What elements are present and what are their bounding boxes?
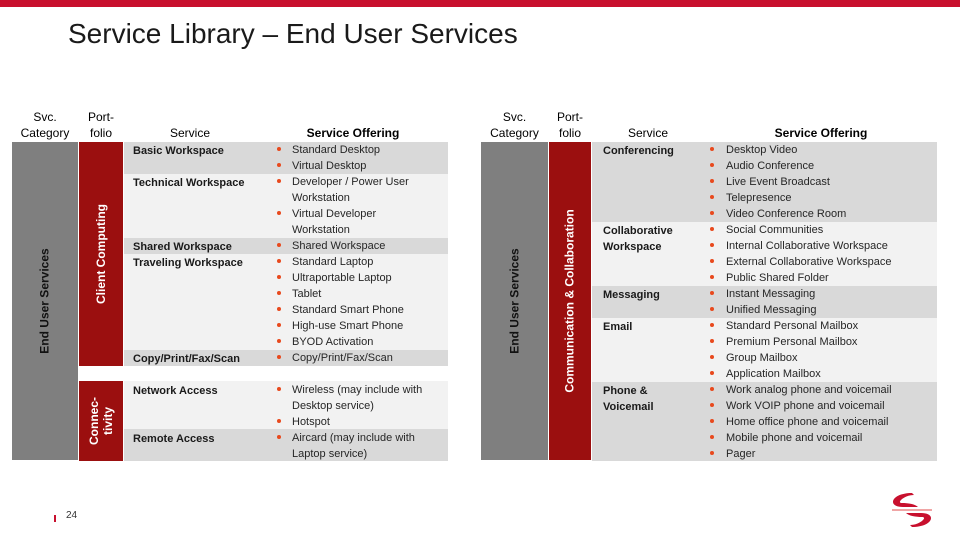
header-line: Port- [87, 110, 114, 124]
offering-item: High-use Smart Phone [292, 320, 404, 332]
offering-item: Developer / Power User [292, 176, 409, 188]
portfolio-label-line: tivity [101, 407, 115, 436]
bullet-icon [710, 227, 714, 231]
service-name [603, 223, 673, 255]
offering-item: Standard Smart Phone [292, 304, 404, 316]
offering-item: Virtual Developer [292, 208, 377, 220]
service-name: Technical Workspace [133, 177, 245, 189]
service-name: Traveling Workspace [133, 257, 243, 269]
offering-item: Aircard (may include with [292, 432, 415, 444]
offering-item: Instant Messaging [726, 288, 816, 300]
offering-item: Standard Desktop [292, 144, 381, 156]
right-category-cell [481, 142, 548, 460]
bullet-icon [277, 323, 281, 327]
service-name: Conferencing [603, 145, 674, 157]
bullet-icon [277, 147, 281, 151]
offering-item: Ultraportable Laptop [292, 272, 392, 284]
offering-item: Wireless (may include with [292, 384, 423, 396]
right-header-portfolio [549, 109, 591, 141]
bullet-icon [277, 275, 281, 279]
header-line: folio [89, 126, 112, 140]
bullet-icon [277, 211, 281, 215]
service-name: Email [603, 321, 633, 333]
offering-item: Telepresence [726, 192, 792, 204]
offering-item: External Collaborative Workspace [726, 256, 892, 268]
offering-item: Unified Messaging [726, 304, 817, 316]
bullet-icon [710, 147, 714, 151]
portfolio-label-client-computing: Client Computing [94, 204, 109, 304]
bullet-icon [277, 307, 281, 311]
offering-item: Standard Personal Mailbox [726, 320, 859, 332]
bullet-icon [710, 403, 714, 407]
header-line: folio [558, 126, 581, 140]
header-line: Port- [556, 110, 583, 124]
service-name: Shared Workspace [133, 241, 232, 253]
bullet-icon [277, 339, 281, 343]
page-number: 24 [66, 510, 78, 521]
offering-item: Public Shared Folder [726, 272, 829, 284]
bullet-icon [710, 275, 714, 279]
right-portfolio-communication [549, 142, 591, 460]
header-line: Category [20, 126, 70, 140]
bullet-icon [710, 243, 714, 247]
offering-item: Work VOIP phone and voicemail [726, 400, 885, 412]
offering-item: BYOD Activation [292, 336, 374, 348]
bullet-icon [710, 419, 714, 423]
left-header-service-offering: Service Offering [306, 126, 400, 140]
offering-item: Audio Conference [726, 160, 815, 172]
bullet-icon [710, 259, 714, 263]
service-name: Copy/Print/Fax/Scan [133, 353, 240, 365]
offering-item: Application Mailbox [726, 368, 821, 380]
right-header-service: Service [627, 126, 668, 140]
right-category-label: End User Services [507, 248, 522, 354]
left-portfolio-connectivity [79, 381, 123, 461]
offering-item: Hotspot [292, 416, 330, 428]
left-category-label: End User Services [38, 248, 52, 354]
header-line: Svc. [33, 110, 57, 124]
bullet-icon [710, 179, 714, 183]
page-marker [54, 515, 56, 522]
bullet-icon [277, 163, 281, 167]
service-name-line: Phone & [603, 385, 648, 397]
bullet-icon [710, 387, 714, 391]
service-name-line: Voicemail [603, 401, 654, 413]
bullet-icon [277, 259, 281, 263]
left-header-svc-category [12, 109, 78, 141]
service-name: Network Access [133, 385, 218, 397]
left-header-portfolio [79, 109, 123, 141]
offering-item: Pager [726, 448, 756, 460]
bullet-icon [710, 211, 714, 215]
offering-item: Premium Personal Mailbox [726, 336, 858, 348]
offering-item: Standard Laptop [292, 256, 374, 268]
bullet-icon [710, 291, 714, 295]
offering-item: Group Mailbox [726, 352, 798, 364]
bullet-icon [710, 371, 714, 375]
offering-item: Work analog phone and voicemail [726, 384, 892, 396]
left-portfolio-client-computing [79, 142, 123, 366]
service-name: Messaging [603, 289, 660, 301]
portfolio-label-communication: Communication & Collaboration [563, 209, 577, 393]
bullet-icon [710, 435, 714, 439]
header-line: Svc. [502, 110, 527, 124]
service-name-line: Collaborative [603, 225, 673, 237]
offering-item: Workstation [292, 224, 350, 236]
bullet-icon [710, 451, 714, 455]
bullet-icon [277, 291, 281, 295]
offering-item: Home office phone and voicemail [726, 416, 889, 428]
top-accent-bar [0, 0, 960, 7]
bullet-icon [710, 163, 714, 167]
right-header-svc-category [481, 109, 548, 141]
bullet-icon [277, 243, 281, 247]
offering-item: Desktop service) [292, 400, 374, 412]
portfolio-label-connectivity [87, 397, 115, 445]
service-name [603, 383, 654, 415]
page-title: Service Library – End User Services [68, 18, 518, 49]
bullet-icon [277, 387, 281, 391]
bullet-icon [277, 179, 281, 183]
offering-item: Shared Workspace [292, 240, 386, 252]
service-name-line: Workspace [603, 241, 662, 253]
bullet-icon [710, 195, 714, 199]
offering-item: Workstation [292, 192, 350, 204]
offering-item: Internal Collaborative Workspace [726, 240, 888, 252]
offering-item: Laptop service) [292, 448, 368, 460]
bullet-icon [277, 419, 281, 423]
left-header-service: Service [169, 126, 210, 140]
offering-item: Video Conference Room [726, 208, 847, 220]
company-logo-icon [888, 492, 936, 528]
bullet-icon [710, 307, 714, 311]
bullet-icon [710, 339, 714, 343]
offering-item: Copy/Print/Fax/Scan [292, 352, 393, 364]
service-name: Remote Access [133, 433, 215, 445]
left-category-cell [12, 142, 78, 460]
offering-item: Social Communities [726, 224, 824, 236]
header-line: Category [490, 126, 539, 140]
right-header-service-offering: Service Offering [774, 126, 868, 140]
portfolio-label-line: Connec- [87, 397, 101, 445]
offering-item: Desktop Video [726, 144, 798, 156]
offering-item: Live Event Broadcast [726, 176, 830, 188]
bullet-icon [710, 323, 714, 327]
offering-item: Tablet [292, 288, 322, 300]
offering-item: Virtual Desktop [292, 160, 367, 172]
offering-item: Mobile phone and voicemail [726, 432, 863, 444]
bullet-icon [277, 355, 281, 359]
service-name: Basic Workspace [133, 145, 224, 157]
bullet-icon [710, 355, 714, 359]
bullet-icon [277, 435, 281, 439]
